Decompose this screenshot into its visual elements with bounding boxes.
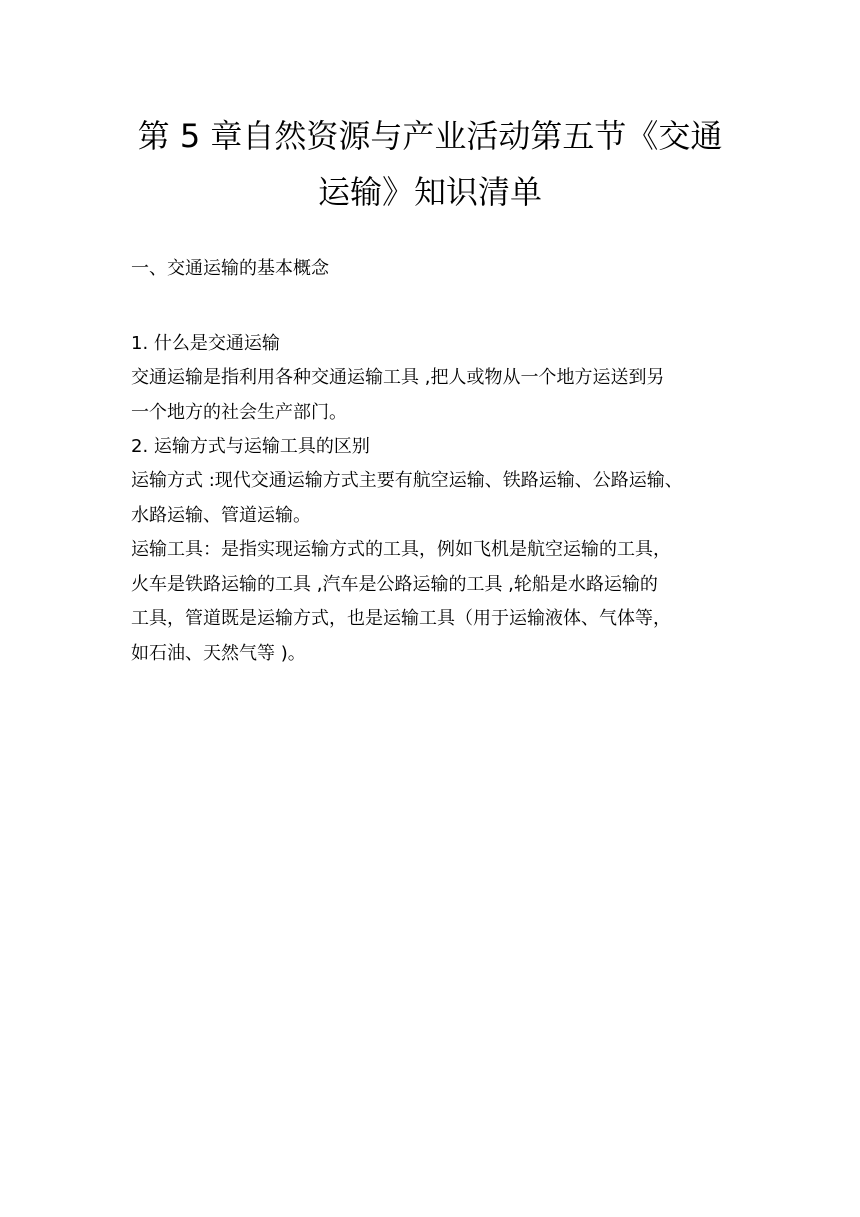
item-1-heading: 1. 什么是交通运输	[131, 333, 280, 354]
section-heading: 一、交通运输的基本概念	[131, 258, 329, 279]
transport-mode-line-1: 运输方式 :现代交通运输方式主要有航空运输、铁路运输、公路运输、	[131, 470, 683, 491]
title-line-2: 运输》知识清单	[317, 173, 542, 211]
title-line-1: 第 5 章自然资源与产业活动第五节《交通	[137, 117, 723, 155]
document-title	[100, 108, 760, 220]
transport-mode-line-2: 水路运输、管道运输。	[131, 504, 311, 526]
item-1-body	[131, 361, 741, 430]
transport-tool-line-2: 火车是铁路运输的工具 ,汽车是公路运输的工具 ,轮船是水路运输的	[131, 573, 658, 595]
transport-tool-line-3: 工具，管道既是运输方式，也是运输工具（用于运输液体、气体等，	[131, 608, 671, 629]
transport-tool-line-1: 运输工具：是指实现运输方式的工具，例如飞机是航空运输的工具，	[131, 539, 671, 560]
transport-mode-paragraph	[131, 464, 741, 533]
item-1-body-line-2: 一个地方的社会生产部门。	[131, 401, 347, 423]
item-2-heading: 2. 运输方式与运输工具的区别	[131, 436, 370, 457]
item-1-body-line-1: 交通运输是指利用各种交通运输工具 ,把人或物从一个地方运送到另	[131, 367, 665, 388]
document-body	[131, 253, 741, 671]
section-spacer	[131, 285, 741, 327]
transport-tool-line-4: 如石油、天然气等 )。	[131, 642, 306, 664]
transport-tool-paragraph	[131, 533, 741, 671]
